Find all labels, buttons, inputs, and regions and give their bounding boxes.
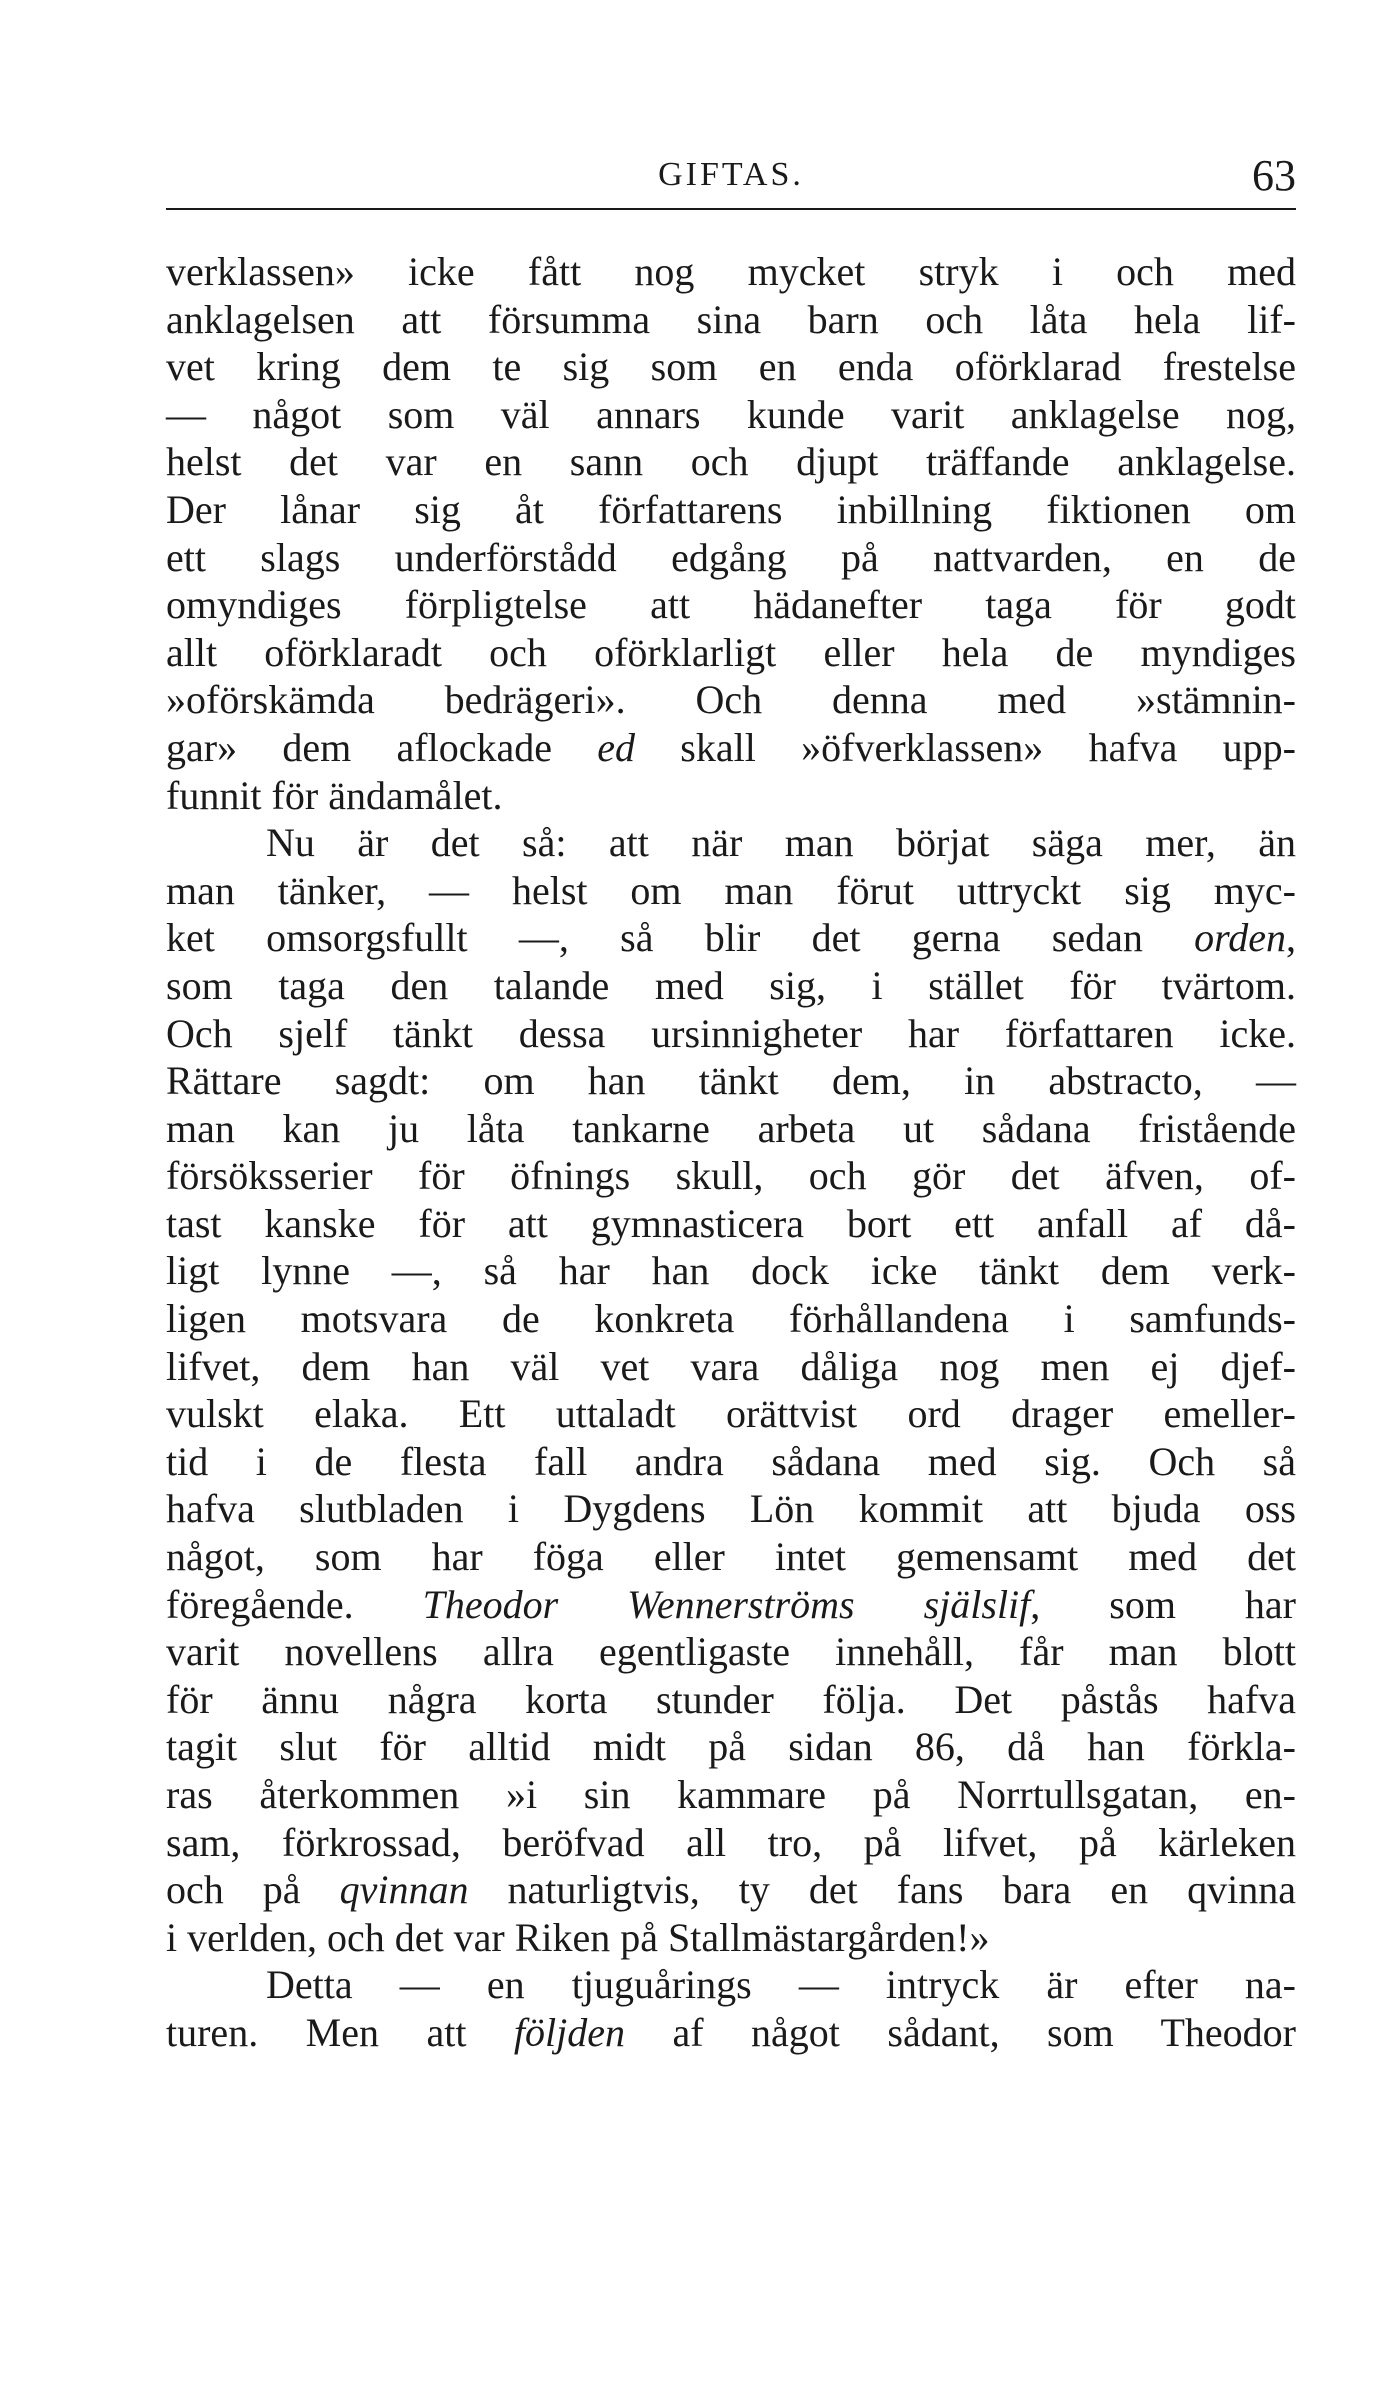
text-line [166, 1581, 1296, 1629]
text-segment: gar» dem aflockade [166, 724, 598, 770]
text-line [166, 2009, 1296, 2057]
text-line: för ännu några korta stunder följa. Det påstås hafva [166, 1676, 1296, 1722]
text-line: vulskt elaka. Ett uttaladt orättvist ord drager emeller- [166, 1391, 1296, 1437]
text-line: funnit för ändamålet. [166, 772, 503, 818]
text-line: verklassen» icke fått nog mycket stryk i och med [166, 249, 1296, 294]
italic-text: orden [1194, 915, 1286, 961]
text-segment: naturligtvis, ty det fans bara en qvinna [468, 1867, 1297, 1913]
text-segment: , som har [1030, 1581, 1297, 1627]
text-segment: , [1286, 915, 1296, 961]
body-text [166, 248, 1296, 2057]
text-line: man kan ju låta tankarne arbeta ut sådana fristående [166, 1105, 1296, 1151]
text-line: lifvet, dem han väl vet vara dåliga nog men ej djef- [166, 1343, 1296, 1389]
text-line: försöksserier för öfnings skull, och gör det äfven, of- [166, 1153, 1296, 1199]
text-line: anklagelsen att försumma sina barn och låta hela lif- [166, 296, 1296, 342]
text-line: tid i de flesta fall andra sådana med sig. Och så [166, 1438, 1296, 1484]
text-segment: turen. Men att [166, 2009, 514, 2055]
text-segment: och på [166, 1867, 340, 1913]
italic-text: Theodor Wennerströms själslif [422, 1581, 1031, 1627]
text-segment: ket omsorgsfullt —, så blir det gerna sedan [166, 915, 1195, 961]
text-line: något, som har föga eller intet gemensamt med det [166, 1534, 1296, 1580]
text-line: ett slags underförstådd edgång på nattvarden, en de [166, 534, 1296, 580]
text-line: allt oförklaradt och oförklarligt eller hela de myndiges [166, 629, 1296, 675]
text-line: man tänker, — helst om man förut uttryckt sig myc- [166, 867, 1296, 913]
text-line [166, 914, 1296, 962]
text-line: helst det var en sann och djupt träffande anklagelse. [166, 439, 1296, 485]
text-line: ras återkommen »i sin kammare på Norrtullsgatan, en- [166, 1772, 1296, 1817]
header-rule [166, 208, 1296, 210]
text-line: Detta — en tjuguårings — intryck är efter na- [266, 1962, 1296, 2008]
text-line: ligen motsvara de konkreta förhållandena i samfunds- [166, 1296, 1296, 1342]
text-line: omyndiges förpligtelse att hädanefter taga för godt [166, 582, 1296, 628]
running-title: GIFTAS. [658, 156, 804, 193]
text-line: hafva slutbladen i Dygdens Lön kommit att bjuda oss [166, 1486, 1296, 1532]
text-segment: af något sådant, som Theodor [625, 2009, 1296, 2055]
text-line: Rättare sagdt: om han tänkt dem, in abstracto, — [166, 1058, 1296, 1104]
text-line [166, 724, 1296, 772]
text-line: sam, förkrossad, beröfvad all tro, på lifvet, på kärleken [166, 1819, 1296, 1865]
text-line: tast kanske för att gymnasticera bort ett anfall af då- [166, 1200, 1296, 1246]
italic-text: ed [597, 724, 636, 770]
text-line: Der lånar sig åt författarens inbillning fiktionen om [166, 486, 1296, 532]
text-line [166, 1866, 1296, 1914]
text-line: ligt lynne —, så har han dock icke tänkt dem verk- [166, 1248, 1296, 1294]
text-line: varit novellens allra egentligaste innehåll, får man blott [166, 1629, 1296, 1675]
text-line: tagit slut för alltid midt på sidan 86, då han förkla- [166, 1724, 1296, 1770]
running-head [166, 150, 1296, 210]
text-line: Och sjelf tänkt dessa ursinnigheter har författaren icke. [166, 1010, 1296, 1056]
text-line: »oförskämda bedrägeri». Och denna med »stämnin- [166, 677, 1296, 723]
italic-text: följden [513, 2009, 626, 2055]
text-line: vet kring dem te sig som en enda oförklarad frestelse [166, 344, 1296, 390]
text-segment: skall »öfverklassen» hafva upp- [635, 724, 1297, 770]
text-line: som taga den talande med sig, i stället för tvärtom. [166, 962, 1296, 1008]
text-line: — något som väl annars kunde varit anklagelse nog, [166, 391, 1296, 437]
text-line: Nu är det så: att när man börjat säga mer, än [266, 820, 1296, 866]
text-segment: föregående. [166, 1581, 423, 1627]
text-line: i verlden, och det var Riken på Stallmästargården!» [166, 1914, 990, 1960]
italic-text: qvinnan [339, 1867, 469, 1913]
page-number: 63 [1252, 151, 1296, 200]
